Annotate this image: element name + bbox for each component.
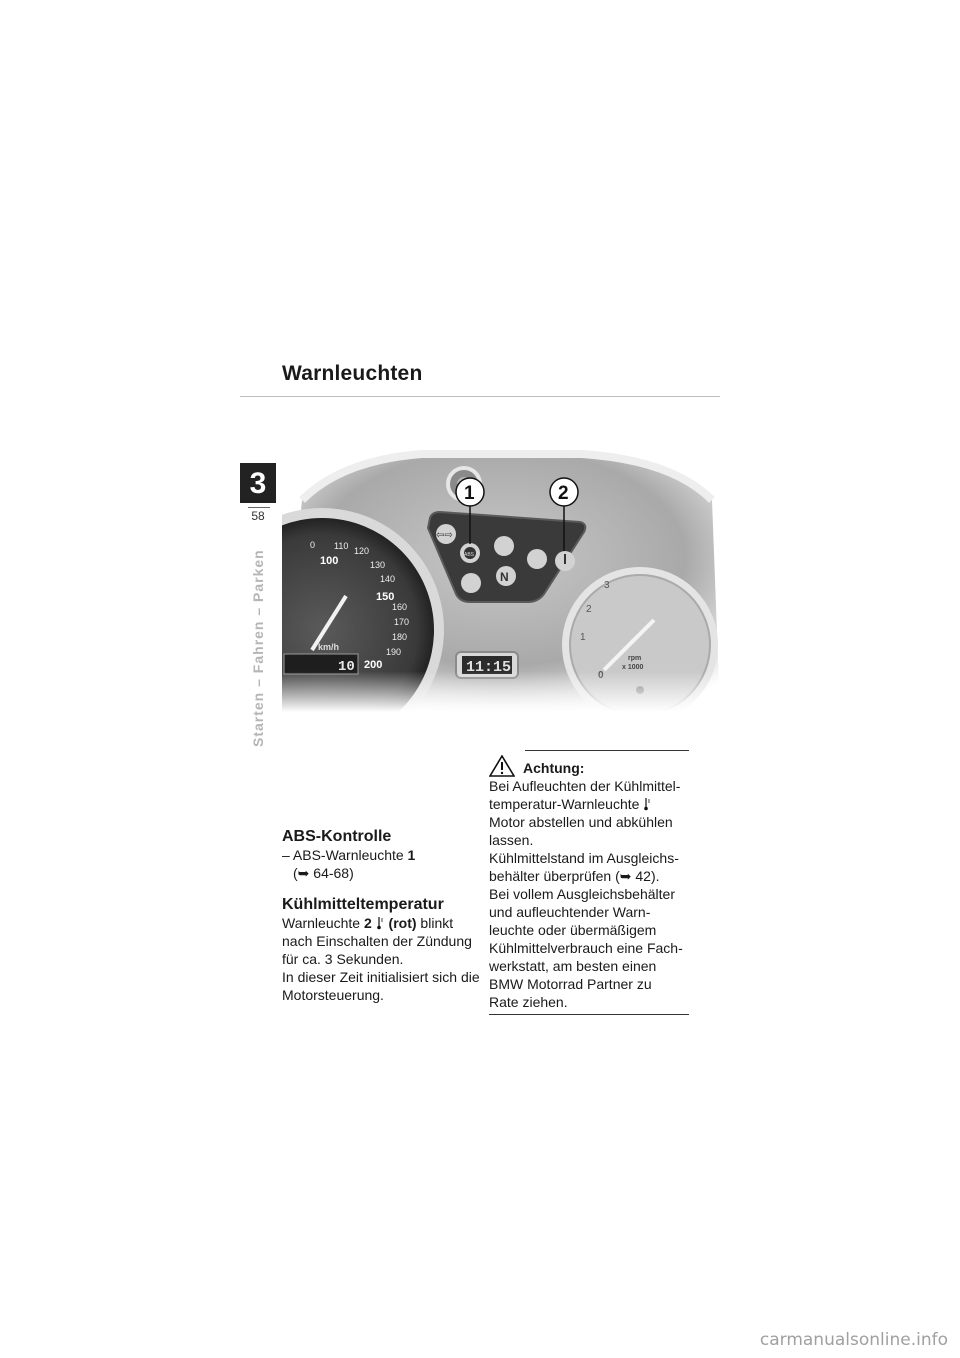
warning-line-2: temperatur-Warnleuchte [489, 795, 689, 813]
chapter-number: 3 [240, 463, 276, 503]
coolant-text-line-2: nach Einschalten der Zündung [282, 933, 472, 949]
warning-line-12: BMW Motorrad Partner zu [489, 976, 652, 992]
warning-line-11: werkstatt, am besten einen [489, 958, 657, 974]
warning-line-7: Bei vollem Ausgleichsbehälter [489, 886, 675, 902]
coolant-text-line-5: Motorsteuerung. [282, 987, 384, 1003]
coolant-temperature-icon [643, 797, 652, 811]
coolant-text-line-1: Warnleuchte 2 (rot) blinkt [282, 915, 454, 931]
warning-triangle-icon [489, 755, 515, 777]
coolant-heading: Kühlmitteltemperatur [282, 896, 444, 913]
warning-bottom-rule [489, 1014, 689, 1015]
coolant-temperature-icon [376, 916, 385, 930]
warning-line-9: leuchte oder übermäßigem [489, 922, 657, 938]
warning-line-5: Kühlmittelstand im Ausgleichs- [489, 850, 679, 866]
title-divider [240, 396, 720, 397]
coolant-text-line-3: für ca. 3 Sekunden. [282, 951, 404, 967]
warning-line-6: behälter überprüfen (➥ 42). [489, 868, 660, 884]
page-title: Warnleuchten [282, 362, 423, 385]
warning-line-3: Motor abstellen und abkühlen [489, 814, 673, 830]
warning-top-rule [525, 750, 689, 751]
warning-line-1: Bei Aufleuchten der Kühlmittel- [489, 778, 681, 794]
abs-list-item: – ABS-Warnleuchte 1 [282, 847, 416, 863]
warning-line-10: Kühlmittelverbrauch eine Fach- [489, 940, 683, 956]
watermark: carmanualsonline.info [759, 1330, 948, 1350]
left-text-column [282, 828, 482, 1004]
warning-line-13: Rate ziehen. [489, 994, 568, 1010]
chapter-side-label: Starten – Fahren – Parken [250, 549, 266, 747]
chapter-divider [248, 507, 270, 508]
instrument-cluster-photo [282, 440, 720, 712]
warning-title: Achtung: [523, 760, 585, 776]
coolant-text-line-4: In dieser Zeit initialisiert sich die [282, 969, 480, 985]
abs-heading: ABS-Kontrolle [282, 828, 392, 845]
warning-box [489, 750, 689, 1015]
warning-line-8: und aufleuchtender Warn- [489, 904, 651, 920]
warning-line-4: lassen. [489, 832, 534, 848]
page-number: 58 [251, 509, 265, 523]
abs-page-ref: (➥ 64-68) [293, 865, 354, 881]
